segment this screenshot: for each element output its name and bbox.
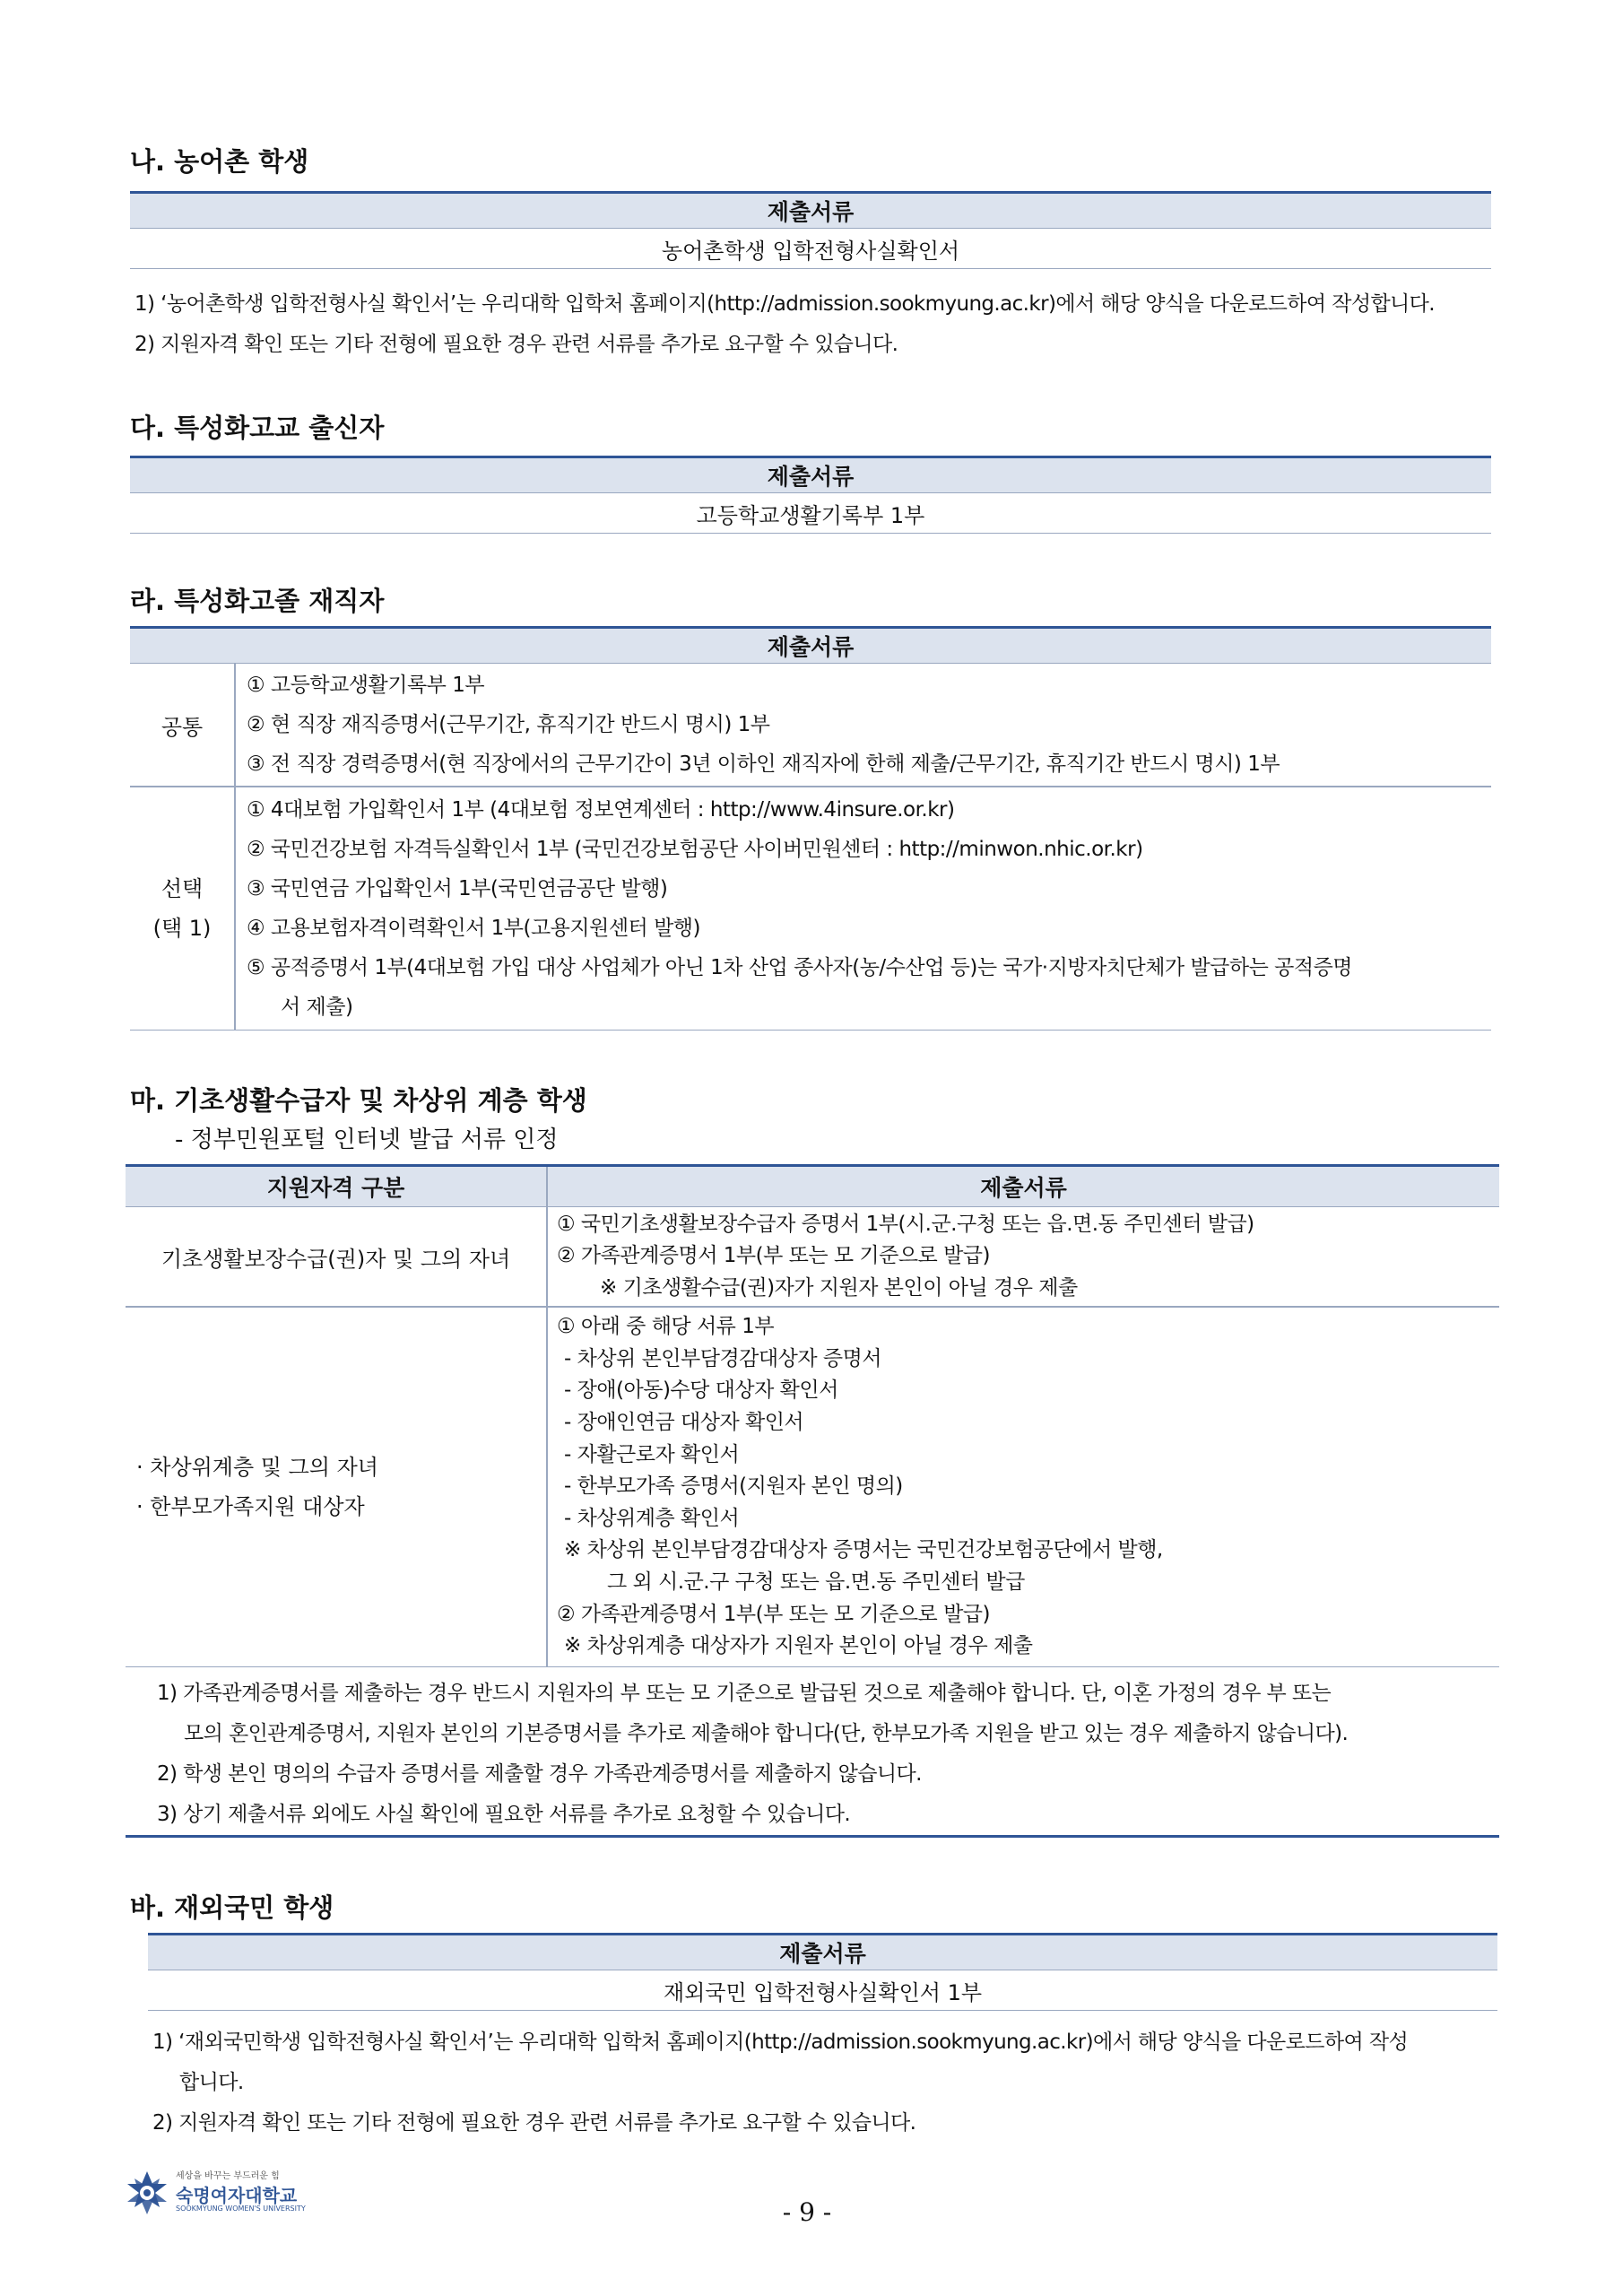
section-subheading-low-income: - 정부민원포털 인터넷 발급 서류 인정: [175, 1126, 559, 1153]
document-option: - 차상위계층 확인서: [564, 1506, 740, 1530]
note-line: 1) ‘재외국민학생 입학전형사실 확인서’는 우리대학 입학처 홈페이지(http://admission.sookmyung.ac.kr)에서 해당 양식을 다운로드하여 작성: [152, 2031, 1409, 2054]
note-line-continued: 모의 혼인관계증명서, 지원자 본인의 기본증명서를 추가로 제출해야 합니다(단, 한부모가족 지원을 받고 있는 경우 제출하지 않습니다).: [184, 1722, 1349, 1745]
choice-item: ③ 국민연금 가입확인서 1부(국민연금공단 발행): [247, 877, 668, 900]
logo-name-korean: 숙명여자대학교: [176, 2185, 298, 2206]
document-cell: 농어촌학생 입학전형사실확인서: [130, 229, 1491, 269]
eligibility-basic-livelihood: 기초생활보장수급(권)자 및 그의 자녀: [126, 1207, 547, 1308]
choice-item: ① 4대보험 가입확인서 1부 (4대보험 정보연계센터 : http://www.4insure.or.kr): [247, 798, 955, 822]
section-heading-vocational-graduate: 다. 특성화고교 출신자: [130, 413, 385, 443]
choice-label-sub: (택 1): [152, 916, 212, 941]
common-item: ① 고등학교생활기록부 1부: [247, 674, 485, 697]
choice-item: ④ 고용보험자격이력확인서 1부(고용지원센터 발행): [247, 917, 700, 940]
page-number: - 9 -: [782, 2197, 832, 2227]
document-note: ※ 기초생활수급(권)자가 지원자 본인이 아닐 경우 제출: [600, 1275, 1078, 1300]
section-heading-low-income: 마. 기초생활수급자 및 차상위 계층 학생: [130, 1085, 587, 1116]
common-item: ② 현 직장 재직증명서(근무기간, 휴직기간 반드시 명시) 1부: [247, 713, 770, 736]
choice-item: ② 국민건강보험 자격득실확인서 1부 (국민건강보험공단 사이버민원센터 : http://minwon.nhic.or.kr): [247, 838, 1143, 861]
logo-name-english: SOOKMYUNG WOMEN'S UNIVERSITY: [176, 2205, 306, 2213]
document-option: - 장애(아동)수당 대상자 확인서: [564, 1378, 838, 1403]
column-header-eligibility: 지원자격 구분: [126, 1166, 547, 1207]
document-cell: 고등학교생활기록부 1부: [130, 493, 1491, 534]
table-header: 제출서류: [148, 1935, 1497, 1970]
section-heading-overseas: 바. 재외국민 학생: [130, 1892, 334, 1923]
choice-item: ⑤ 공적증명서 1부(4대보험 가입 대상 사업체가 아닌 1차 산업 종사자(농/수산업 등)는 국가·지방자치단체가 발급하는 공적증명: [247, 956, 1353, 979]
column-header-documents: 제출서류: [547, 1166, 1499, 1207]
low-income-notes: [157, 1674, 1502, 1835]
document-note: ※ 차상위 본인부담경감대상자 증명서는 국민건강보험공단에서 발행,: [564, 1538, 1163, 1562]
eligibility-single-parent: · 한부모가족지원 대상자: [136, 1494, 365, 1519]
table-header: 제출서류: [130, 193, 1491, 229]
choice-label: 선택: [161, 876, 204, 901]
document-item: ② 가족관계증명서 1부(부 또는 모 기준으로 발급): [557, 1244, 990, 1268]
note-line: 2) 지원자격 확인 또는 기타 전형에 필요한 경우 관련 서류를 추가로 요구할 수 있습니다.: [134, 333, 898, 356]
note-line: 1) ‘농어촌학생 입학전형사실 확인서’는 우리대학 입학처 홈페이지(http://admission.sookmyung.ac.kr)에서 해당 양식을 다운로드하여 작성합니다.: [134, 292, 1436, 316]
logo-slogan: 세상을 바꾸는 부드러운 힘: [176, 2171, 280, 2181]
overseas-notes: [152, 2022, 1506, 2144]
table-header: 제출서류: [130, 457, 1491, 493]
choice-item-continued: 서 제출): [281, 996, 353, 1019]
section-heading-vocational-employee: 라. 특성화고졸 재직자: [130, 586, 385, 616]
section-end-rule: [126, 1835, 1499, 1838]
note-line: 2) 학생 본인 명의의 수급자 증명서를 제출할 경우 가족관계증명서를 제출하지 않습니다.: [157, 1762, 922, 1786]
vocational-graduate-documents-table: [130, 456, 1491, 534]
vocational-employee-documents-table: [130, 626, 1491, 1031]
table-header: 제출서류: [130, 628, 1491, 664]
low-income-documents-table: [126, 1164, 1499, 1667]
document-item: ② 가족관계증명서 1부(부 또는 모 기준으로 발급): [557, 1602, 990, 1626]
note-line: 3) 상기 제출서류 외에도 사실 확인에 필요한 서류를 추가로 요청할 수 있습니다.: [157, 1803, 851, 1826]
document-option: - 차상위 본인부담경감대상자 증명서: [564, 1346, 882, 1370]
note-line: 1) 가족관계증명서를 제출하는 경우 반드시 지원자의 부 또는 모 기준으로 발급된 것으로 제출해야 합니다. 단, 이혼 가정의 경우 부 또는: [157, 1682, 1332, 1705]
common-item: ③ 전 직장 경력증명서(현 직장에서의 근무기간이 3년 이하인 재직자에 한해 제출/근무기간, 휴직기간 반드시 명시) 1부: [247, 752, 1280, 776]
document-note-continued: 그 외 시.군.구 구청 또는 읍.면.동 주민센터 발급: [607, 1570, 1025, 1594]
document-option: - 장애인연금 대상자 확인서: [564, 1411, 804, 1435]
section-heading-rural: 나. 농어촌 학생: [130, 146, 309, 177]
note-line: 2) 지원자격 확인 또는 기타 전형에 필요한 경우 관련 서류를 추가로 요구할 수 있습니다.: [152, 2111, 916, 2135]
overseas-documents-table: [148, 1933, 1497, 2011]
document-option: - 자활근로자 확인서: [564, 1442, 740, 1466]
common-label: 공통: [130, 664, 235, 787]
document-note: ※ 차상위계층 대상자가 지원자 본인이 아닐 경우 제출: [564, 1634, 1033, 1658]
document-option: - 한부모가족 증명서(지원자 본인 명의): [564, 1474, 903, 1499]
document-cell: 재외국민 입학전형사실확인서 1부: [148, 1970, 1497, 2011]
rural-notes: [134, 284, 1497, 365]
eligibility-near-poverty: · 차상위계층 및 그의 자녀: [136, 1455, 378, 1480]
document-item: ① 국민기초생활보장수급자 증명서 1부(시.군.구청 또는 읍.면.동 주민센터 발급): [557, 1212, 1254, 1236]
document-item: ① 아래 중 해당 서류 1부: [557, 1315, 775, 1339]
note-line-continued: 합니다.: [179, 2071, 244, 2094]
rural-documents-table: [130, 191, 1491, 269]
